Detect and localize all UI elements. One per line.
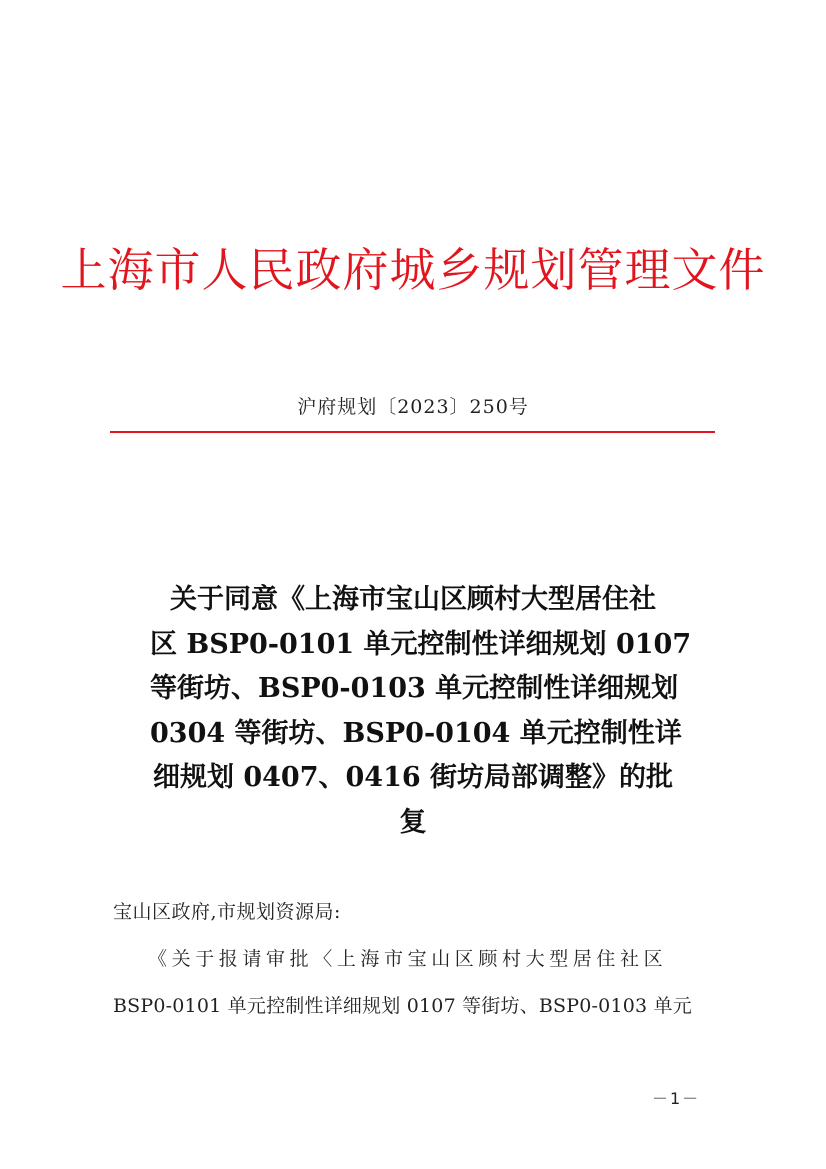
agency-masthead: 上海市人民政府城乡规划管理文件 [60,243,766,297]
title-line: 复 [399,806,427,838]
addressee-line: 宝山区政府,市规划资源局: [113,901,341,923]
document-number: 沪府规划〔2023〕250号 [297,396,529,418]
body-paragraph-line: BSP0-0101 单元控制性详细规划 0107 等街坊、BSP0-0103 单元 [113,995,692,1017]
title-line: 等街坊、BSP0-0103 单元控制性详细规划 [150,673,679,704]
body-paragraph-line: 《关于报请审批〈上海市宝山区顾村大型居住社区 [148,948,668,970]
red-divider-rule [110,431,715,433]
title-line: 区 BSP0-0101 单元控制性详细规划 0107 [150,628,692,660]
title-line: 关于同意《上海市宝山区顾村大型居住社 [170,584,656,615]
title-line: 细规划 0407、0416 街坊局部调整》的批 [152,762,674,793]
title-line: 0304 等街坊、BSP0-0104 单元控制性详 [150,717,682,749]
document-title [150,578,692,845]
page-number: －1－ [652,1089,701,1108]
